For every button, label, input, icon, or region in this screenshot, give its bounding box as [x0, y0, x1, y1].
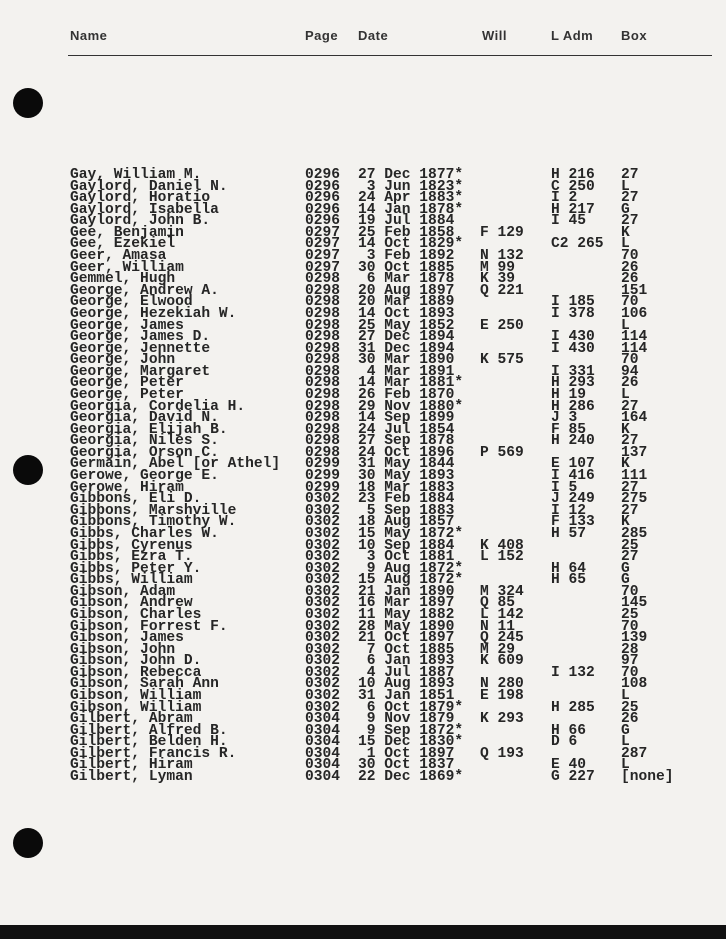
cell-box: 275 — [621, 491, 648, 508]
cell-date: 4 Jul 1887 — [358, 664, 455, 681]
cell-page: 0302 — [305, 572, 341, 589]
cell-box: L — [621, 734, 630, 751]
cell-name: Gibbons, Eli D. — [70, 491, 202, 508]
cell-box: L — [621, 236, 630, 253]
cell-box: 139 — [621, 630, 648, 647]
cell-name: Geer, William — [70, 259, 184, 276]
cell-box: 287 — [621, 745, 648, 762]
cell-box: 151 — [621, 282, 648, 299]
header-box: Box — [621, 28, 648, 43]
cell-date: 3 Jun 1823* — [358, 178, 464, 195]
cell-adm: G 227 — [551, 769, 595, 786]
cell-name: Gerowe, Hiram — [70, 479, 184, 496]
cell-box: 27 — [621, 549, 639, 566]
cell-date: 14 Oct 1893 — [358, 305, 455, 322]
cell-name: Gay, William M. — [70, 167, 202, 183]
cell-name: Gibson, William — [70, 688, 202, 705]
cell-will: E 250 — [480, 317, 524, 334]
cell-page: 0302 — [305, 664, 341, 681]
cell-box: 145 — [621, 595, 648, 612]
cell-name: Gibson, James — [70, 630, 184, 647]
cell-box: 25 — [621, 699, 639, 716]
cell-box: 70 — [621, 664, 639, 681]
cell-box: G — [621, 572, 630, 589]
cell-box: L — [621, 757, 630, 774]
cell-box: 108 — [621, 676, 648, 693]
cell-date: 10 Aug 1893 — [358, 676, 455, 693]
cell-page: 0302 — [305, 595, 341, 612]
cell-name: Gaylord, John B. — [70, 213, 211, 230]
cell-box: G — [621, 201, 630, 218]
cell-date: 11 May 1882 — [358, 606, 455, 623]
cell-page: 0304 — [305, 722, 341, 739]
cell-name: Gee, Ezekiel — [70, 236, 176, 253]
cell-name: Gibson, Sarah Ann — [70, 676, 219, 693]
cell-date: 27 Dec 1894 — [358, 329, 455, 346]
cell-box: 26 — [621, 259, 639, 276]
cell-date: 27 Sep 1878 — [358, 433, 455, 450]
cell-will: N 280 — [480, 676, 524, 693]
cell-date: 15 May 1872* — [358, 525, 464, 542]
cell-will: N 11 — [480, 618, 516, 635]
scan-edge — [0, 925, 726, 939]
cell-date: 31 Dec 1894 — [358, 340, 455, 357]
cell-name: Georgia, Cordelia H. — [70, 398, 246, 415]
cell-page: 0302 — [305, 676, 341, 693]
cell-box: L — [621, 688, 630, 705]
cell-page: 0298 — [305, 340, 341, 357]
cell-date: 31 May 1844 — [358, 456, 455, 473]
cell-box: 27 — [621, 213, 639, 230]
cell-adm: H 286 — [551, 398, 595, 415]
cell-will: P 569 — [480, 444, 524, 461]
cell-date: 18 Mar 1883 — [358, 479, 455, 496]
cell-will: M 99 — [480, 259, 516, 276]
cell-name: George, James — [70, 317, 184, 334]
cell-will: L 142 — [480, 606, 524, 623]
cell-name: Gerowe, George E. — [70, 468, 219, 485]
cell-will: F 129 — [480, 224, 524, 241]
cell-box: 27 — [621, 502, 639, 519]
cell-name: Gilbert, Lyman — [70, 769, 193, 786]
cell-date: 3 Feb 1892 — [358, 248, 455, 265]
cell-page: 0298 — [305, 386, 341, 403]
cell-date: 14 Oct 1829* — [358, 236, 464, 253]
cell-box: 111 — [621, 468, 648, 485]
cell-page: 0302 — [305, 699, 341, 716]
cell-date: 21 Jan 1890 — [358, 583, 455, 600]
cell-name: Georgia, Niles S. — [70, 433, 219, 450]
cell-page: 0302 — [305, 606, 341, 623]
cell-adm: H 240 — [551, 433, 595, 450]
cell-name: Gibson, Adam — [70, 583, 176, 600]
cell-name: Gaylord, Isabella — [70, 201, 219, 218]
cell-box: 70 — [621, 583, 639, 600]
cell-name: Gaylord, Daniel N. — [70, 178, 228, 195]
header-page: Page — [305, 28, 339, 43]
cell-adm: E 40 — [551, 757, 587, 774]
cell-date: 22 Dec 1869* — [358, 769, 464, 786]
cell-page: 0302 — [305, 653, 341, 670]
cell-adm: I 416 — [551, 468, 595, 485]
cell-box: 114 — [621, 340, 648, 357]
cell-will: K 609 — [480, 653, 524, 670]
cell-date: 20 Aug 1897 — [358, 282, 455, 299]
cell-name: George, Peter — [70, 375, 184, 392]
cell-page: 0298 — [305, 317, 341, 334]
cell-page: 0298 — [305, 444, 341, 461]
cell-will: K 575 — [480, 352, 524, 369]
cell-page: 0299 — [305, 456, 341, 473]
cell-adm: I 2 — [551, 190, 578, 207]
cell-date: 10 Sep 1884 — [358, 537, 455, 554]
cell-box: 70 — [621, 248, 639, 265]
header-rule — [68, 55, 712, 56]
cell-page: 0302 — [305, 630, 341, 647]
cell-date: 23 Feb 1884 — [358, 491, 455, 508]
cell-will: K 293 — [480, 711, 524, 728]
cell-will: N 132 — [480, 248, 524, 265]
cell-adm: J 249 — [551, 491, 595, 508]
cell-page: 0304 — [305, 711, 341, 728]
cell-box: 25 — [621, 606, 639, 623]
cell-box: L — [621, 178, 630, 195]
cell-name: Geer, Amasa — [70, 248, 167, 265]
cell-date: 9 Aug 1872* — [358, 560, 464, 577]
cell-box: 25 — [621, 537, 639, 554]
cell-name: Gilbert, Abram — [70, 711, 193, 728]
cell-box: 27 — [621, 167, 639, 183]
cell-date: 6 Oct 1879* — [358, 699, 464, 716]
cell-adm: H 293 — [551, 375, 595, 392]
cell-page: 0297 — [305, 236, 341, 253]
cell-page: 0298 — [305, 271, 341, 288]
cell-page: 0299 — [305, 468, 341, 485]
cell-name: George, John — [70, 352, 176, 369]
cell-adm: I 45 — [551, 213, 587, 230]
cell-adm: H 57 — [551, 525, 587, 542]
cell-page: 0304 — [305, 745, 341, 762]
cell-page: 0297 — [305, 259, 341, 276]
cell-date: 4 Mar 1891 — [358, 363, 455, 380]
cell-date: 18 Aug 1857 — [358, 514, 455, 531]
cell-adm: F 133 — [551, 514, 595, 531]
cell-will: Q 245 — [480, 630, 524, 647]
cell-box: K — [621, 421, 630, 438]
table-row — [0, 769, 726, 786]
cell-will: E 198 — [480, 688, 524, 705]
cell-name: Gibbons, Marshville — [70, 502, 237, 519]
cell-box: K — [621, 224, 630, 241]
cell-box: 70 — [621, 618, 639, 635]
cell-box: 137 — [621, 444, 648, 461]
cell-name: Gibbs, Ezra T. — [70, 549, 193, 566]
cell-date: 6 Mar 1878 — [358, 271, 455, 288]
cell-page: 0296 — [305, 178, 341, 195]
cell-name: Gee, Benjamin — [70, 224, 184, 241]
cell-name: Gibson, John — [70, 641, 176, 658]
cell-page: 0302 — [305, 560, 341, 577]
cell-page: 0298 — [305, 282, 341, 299]
cell-adm: I 331 — [551, 363, 595, 380]
cell-name: George, Jennette — [70, 340, 211, 357]
cell-date: 3 Oct 1881 — [358, 549, 455, 566]
cell-date: 30 Oct 1885 — [358, 259, 455, 276]
cell-name: Gilbert, Belden H. — [70, 734, 228, 751]
cell-date: 16 Mar 1897 — [358, 595, 455, 612]
cell-adm: I 132 — [551, 664, 595, 681]
cell-name: Gibson, Charles — [70, 606, 202, 623]
cell-page: 0296 — [305, 190, 341, 207]
cell-date: 31 Jan 1851 — [358, 688, 455, 705]
cell-date: 6 Jan 1893 — [358, 653, 455, 670]
cell-name: Gilbert, Hiram — [70, 757, 193, 774]
cell-date: 26 Feb 1870 — [358, 386, 455, 403]
cell-date: 1 Oct 1897 — [358, 745, 455, 762]
cell-page: 0296 — [305, 201, 341, 218]
cell-box: 164 — [621, 410, 648, 427]
cell-page: 0302 — [305, 537, 341, 554]
cell-will: Q 221 — [480, 282, 524, 299]
cell-box: K — [621, 456, 630, 473]
cell-box: 28 — [621, 641, 639, 658]
cell-box: L — [621, 317, 630, 334]
cell-page: 0298 — [305, 410, 341, 427]
cell-adm: H 216 — [551, 167, 595, 183]
cell-will: K 39 — [480, 271, 516, 288]
cell-page: 0302 — [305, 641, 341, 658]
cell-box: 27 — [621, 479, 639, 496]
cell-page: 0297 — [305, 248, 341, 265]
cell-page: 0302 — [305, 549, 341, 566]
cell-date: 9 Nov 1879 — [358, 711, 455, 728]
cell-name: Georgia, David N. — [70, 410, 219, 427]
cell-date: 24 Jul 1854 — [358, 421, 455, 438]
cell-date: 25 May 1852 — [358, 317, 455, 334]
cell-page: 0297 — [305, 224, 341, 241]
cell-page: 0302 — [305, 491, 341, 508]
cell-page: 0302 — [305, 502, 341, 519]
cell-name: Gilbert, Francis R. — [70, 745, 237, 762]
cell-adm: E 107 — [551, 456, 595, 473]
cell-date: 9 Sep 1872* — [358, 722, 464, 739]
cell-date: 14 Sep 1899 — [358, 410, 455, 427]
cell-box: 70 — [621, 352, 639, 369]
cell-box: 94 — [621, 363, 639, 380]
cell-adm: H 64 — [551, 560, 587, 577]
cell-box: 27 — [621, 433, 639, 450]
cell-name: Gibbs, William — [70, 572, 193, 589]
cell-page: 0304 — [305, 769, 341, 786]
cell-page: 0304 — [305, 757, 341, 774]
header-date: Date — [358, 28, 389, 43]
cell-page: 0302 — [305, 618, 341, 635]
cell-name: George, Peter — [70, 386, 184, 403]
punch-hole — [13, 88, 43, 118]
cell-box: [none] — [621, 769, 674, 786]
cell-adm: I 12 — [551, 502, 587, 519]
cell-date: 29 Nov 1880* — [358, 398, 464, 415]
cell-adm: I 185 — [551, 294, 595, 311]
cell-date: 30 Oct 1837 — [358, 757, 455, 774]
cell-page: 0302 — [305, 525, 341, 542]
cell-name: George, Hezekiah W. — [70, 305, 237, 322]
cell-page: 0298 — [305, 329, 341, 346]
cell-adm: H 65 — [551, 572, 587, 589]
cell-date: 30 May 1893 — [358, 468, 455, 485]
cell-box: 27 — [621, 398, 639, 415]
cell-date: 30 Mar 1890 — [358, 352, 455, 369]
cell-page: 0299 — [305, 479, 341, 496]
cell-name: Gibbs, Charles W. — [70, 525, 219, 542]
cell-date: 24 Oct 1896 — [358, 444, 455, 461]
cell-box: G — [621, 560, 630, 577]
cell-date: 19 Jul 1884 — [358, 213, 455, 230]
cell-date: 20 Mar 1889 — [358, 294, 455, 311]
cell-box: 26 — [621, 375, 639, 392]
cell-will: M 29 — [480, 641, 516, 658]
cell-name: Gibson, William — [70, 699, 202, 716]
cell-page: 0298 — [305, 363, 341, 380]
cell-name: George, Elwood — [70, 294, 193, 311]
cell-page: 0296 — [305, 213, 341, 230]
punch-hole — [13, 828, 43, 858]
cell-box: 106 — [621, 305, 648, 322]
cell-date: 7 Oct 1885 — [358, 641, 455, 658]
cell-adm: H 285 — [551, 699, 595, 716]
header-will: Will — [482, 28, 507, 43]
cell-date: 27 Dec 1877* — [358, 167, 464, 183]
cell-date: 14 Mar 1881* — [358, 375, 464, 392]
cell-name: Gilbert, Alfred B. — [70, 722, 228, 739]
cell-box: 114 — [621, 329, 648, 346]
header-name: Name — [70, 28, 108, 43]
cell-name: Gibson, Andrew — [70, 595, 193, 612]
cell-box: K — [621, 514, 630, 531]
cell-date: 24 Apr 1883* — [358, 190, 464, 207]
cell-box: 70 — [621, 294, 639, 311]
cell-page: 0304 — [305, 734, 341, 751]
cell-box: G — [621, 722, 630, 739]
cell-page: 0298 — [305, 421, 341, 438]
cell-date: 14 Jan 1878* — [358, 201, 464, 218]
cell-name: Gaylord, Horatio — [70, 190, 211, 207]
cell-page: 0296 — [305, 167, 341, 183]
cell-date: 5 Sep 1883 — [358, 502, 455, 519]
cell-adm: H 217 — [551, 201, 595, 218]
cell-name: George, Andrew A. — [70, 282, 219, 299]
cell-box: 26 — [621, 711, 639, 728]
cell-date: 21 Oct 1897 — [358, 630, 455, 647]
cell-will: L 152 — [480, 549, 524, 566]
cell-page: 0302 — [305, 514, 341, 531]
cell-name: Gibson, Rebecca — [70, 664, 202, 681]
cell-box: 97 — [621, 653, 639, 670]
cell-adm: I 430 — [551, 340, 595, 357]
cell-will: K 408 — [480, 537, 524, 554]
cell-page: 0298 — [305, 305, 341, 322]
cell-adm: F 85 — [551, 421, 587, 438]
cell-page: 0298 — [305, 433, 341, 450]
cell-adm: H 66 — [551, 722, 587, 739]
cell-adm: I 378 — [551, 305, 595, 322]
cell-name: Gibson, Forrest F. — [70, 618, 228, 635]
cell-name: Georgia, Orson C. — [70, 444, 219, 461]
cell-page: 0298 — [305, 398, 341, 415]
cell-adm: H 19 — [551, 386, 587, 403]
cell-adm: J 3 — [551, 410, 578, 427]
cell-page: 0298 — [305, 352, 341, 369]
cell-page: 0302 — [305, 688, 341, 705]
cell-name: George, James D. — [70, 329, 211, 346]
cell-adm: I 5 — [551, 479, 578, 496]
cell-will: Q 193 — [480, 745, 524, 762]
cell-date: 28 May 1890 — [358, 618, 455, 635]
cell-page: 0298 — [305, 294, 341, 311]
index-table — [0, 167, 726, 786]
cell-page: 0298 — [305, 375, 341, 392]
cell-box: L — [621, 386, 630, 403]
header-l-adm: L Adm — [551, 28, 594, 43]
cell-date: 15 Dec 1830* — [358, 734, 464, 751]
cell-date: 25 Feb 1858 — [358, 224, 455, 241]
cell-adm: C2 265 — [551, 236, 604, 253]
cell-will: M 324 — [480, 583, 524, 600]
cell-name: Georgia, Elijah B. — [70, 421, 228, 438]
cell-box: 26 — [621, 271, 639, 288]
cell-name: Germain, Abel [or Athel] — [70, 456, 281, 473]
cell-box: 27 — [621, 190, 639, 207]
cell-name: George, Margaret — [70, 363, 211, 380]
cell-name: Gemmel, Hugh — [70, 271, 176, 288]
cell-name: Gibbs, Peter Y. — [70, 560, 202, 577]
cell-will: Q 85 — [480, 595, 516, 612]
cell-date: 15 Aug 1872* — [358, 572, 464, 589]
cell-adm: I 430 — [551, 329, 595, 346]
cell-name: Gibson, John D. — [70, 653, 202, 670]
cell-page: 0302 — [305, 583, 341, 600]
cell-adm: D 6 — [551, 734, 578, 751]
cell-box: 285 — [621, 525, 648, 542]
cell-adm: C 250 — [551, 178, 595, 195]
cell-name: Gibbs, Cyrenus — [70, 537, 193, 554]
cell-name: Gibbons, Timothy W. — [70, 514, 237, 531]
